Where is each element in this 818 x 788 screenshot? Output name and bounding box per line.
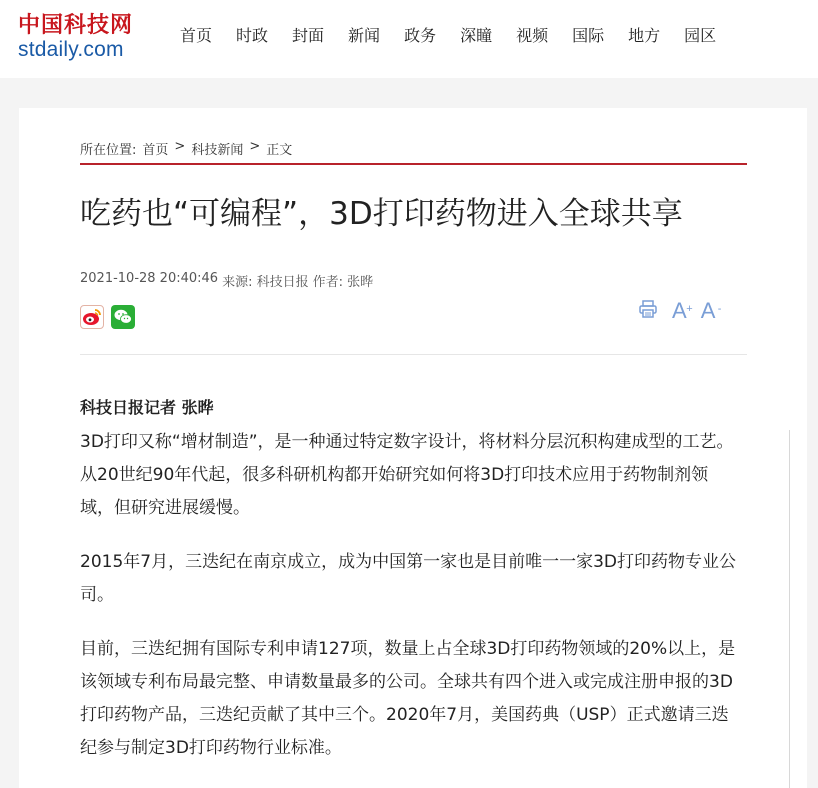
header-divider: [80, 163, 747, 165]
breadcrumb-section-link[interactable]: 科技新闻: [191, 143, 244, 158]
article-datetime: 2021-10-28 20:40:46: [80, 271, 219, 286]
nav-item-government[interactable]: 政务: [404, 26, 437, 45]
nav-item-home[interactable]: 首页: [180, 26, 213, 45]
scroll-divider: [789, 430, 790, 788]
nav-item-video[interactable]: 视频: [516, 26, 549, 45]
article-paragraph: 目前，三迭纪拥有国际专利申请127项，数量上占全球3D打印药物领域的20%以上，是该领域专利布局最完整、申请数量最多的公司。全球共有四个进入或完成注册申报的3D打印药物产品，三迭纪贡献了其中三个。2020年7月，美国药典（USP）正式邀请三迭纪参与制定3D打印药物行业标准。: [80, 639, 736, 758]
breadcrumb-home-link[interactable]: 首页: [142, 143, 169, 158]
article-byline: 科技日报记者 张晔: [80, 398, 214, 417]
nav-item-news[interactable]: 新闻: [348, 26, 381, 45]
article-tools: [638, 298, 722, 324]
article-paragraph: 3D打印又称“增材制造”，是一种通过特定数字设计，将材料分层沉积构建成型的工艺。从20世纪90年代起，很多科研机构都开始研究如何将3D打印技术应用于药物制剂领域，但研究进展缓慢。: [80, 432, 734, 518]
nav-item-insight[interactable]: 深瞳: [460, 26, 493, 45]
breadcrumb-separator: >: [249, 139, 261, 154]
article-source: 来源: 科技日报: [222, 275, 309, 290]
wechat-share-icon[interactable]: [111, 305, 135, 329]
article-title: 吃药也“可编程”，3D打印药物进入全球共享: [80, 196, 683, 232]
breadcrumb-current: 正文: [266, 143, 293, 158]
nav-item-local[interactable]: 地方: [628, 26, 661, 45]
share-bar: [80, 305, 135, 329]
main-nav: [180, 25, 740, 47]
font-increase-button[interactable]: A +: [672, 298, 693, 323]
breadcrumb: [80, 139, 292, 158]
breadcrumb-separator: >: [174, 139, 186, 154]
breadcrumb-label: 所在位置:: [80, 143, 137, 158]
article-paragraph: 2015年7月，三迭纪在南京成立，成为中国第一家也是目前唯一一家3D打印药物专业公司。: [80, 552, 736, 605]
article-body: [80, 426, 740, 786]
site-logo[interactable]: [18, 12, 148, 66]
site-header: [0, 0, 818, 78]
article-meta: [80, 271, 373, 290]
nav-item-international[interactable]: 国际: [572, 26, 605, 45]
logo-english: stdaily.com: [18, 38, 124, 61]
logo-chinese: 中国科技网: [18, 12, 134, 38]
nav-item-parks[interactable]: 园区: [684, 26, 717, 45]
nav-item-cover[interactable]: 封面: [292, 26, 325, 45]
article-author: 作者: 张晔: [312, 275, 374, 290]
weibo-share-icon[interactable]: [80, 305, 104, 329]
print-icon[interactable]: [638, 299, 658, 324]
nav-item-politics[interactable]: 时政: [236, 26, 269, 45]
font-decrease-button[interactable]: A -: [700, 298, 722, 323]
meta-divider: [80, 354, 747, 355]
